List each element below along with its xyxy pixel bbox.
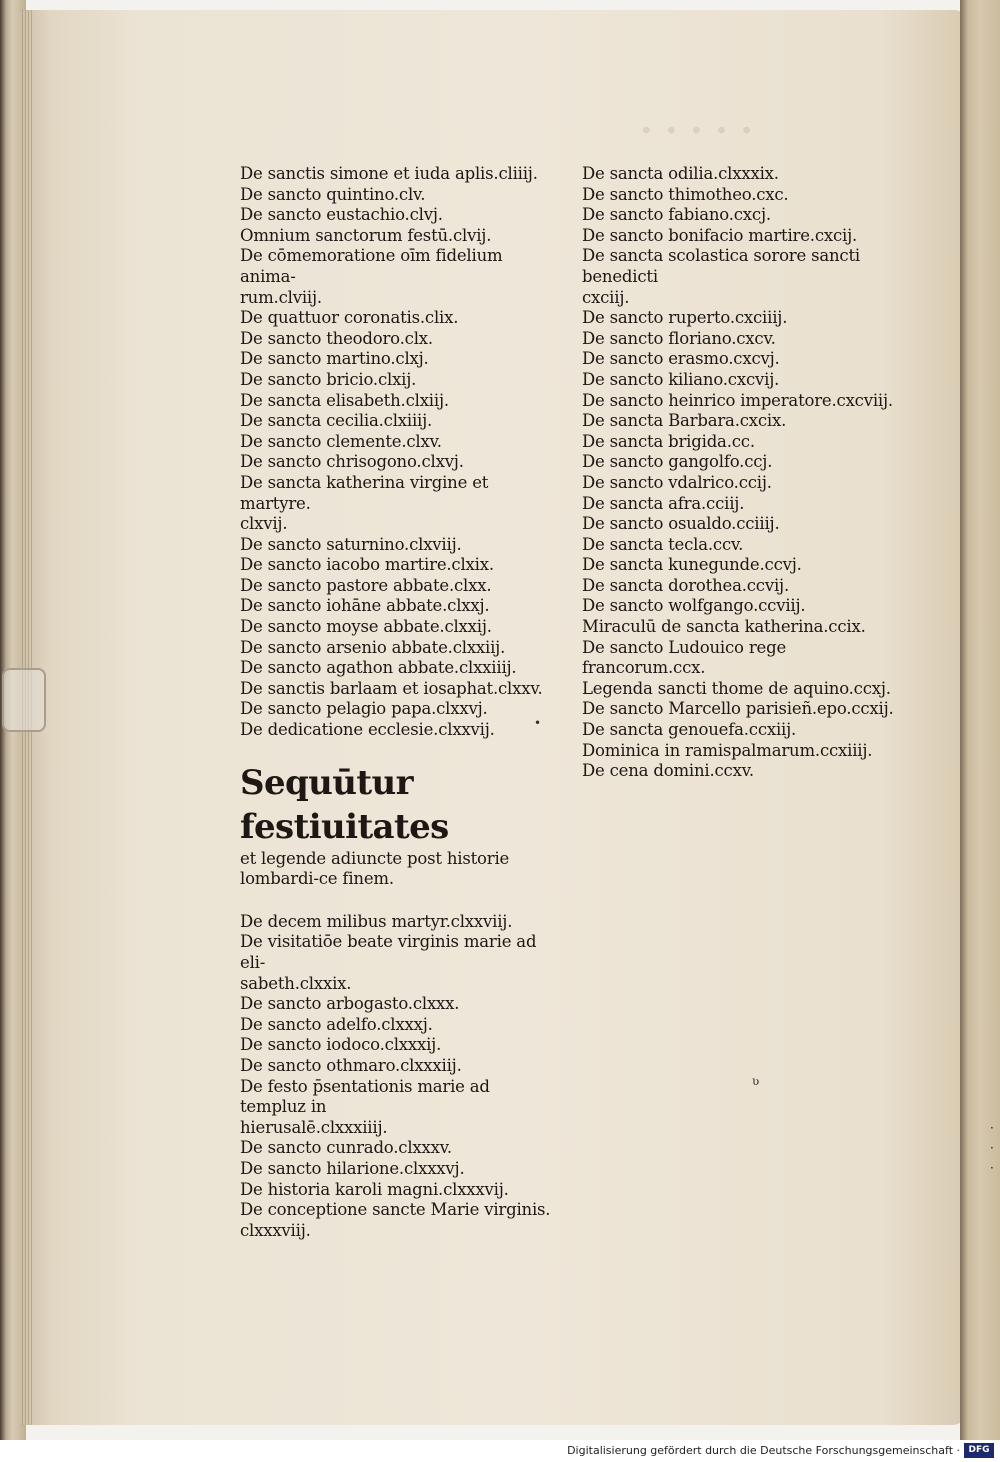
section-subheading: et legende adiuncte post historie lombardi-ce finem. — [240, 848, 510, 889]
toc-entry-text: De quattuor coronatis.clix. — [240, 308, 459, 328]
toc-entry — [240, 1138, 560, 1159]
page-clip — [2, 668, 46, 732]
toc-entry-text: De sancta katherina virgine et martyre. — [240, 472, 489, 513]
toc-entry-text: De sancto agathon abbate.clxxiiij. — [240, 658, 517, 678]
toc-entry-text: De sancto Ludouico rege francorum.ccx. — [582, 637, 787, 678]
toc-entry — [582, 329, 912, 350]
toc-entry-text: De sancto iodoco.clxxxij. — [240, 1035, 442, 1055]
toc-entry-text: De sancta dorothea.ccvij. — [582, 575, 789, 595]
toc-entry — [582, 185, 912, 206]
toc-entry — [582, 494, 912, 515]
toc-entry — [582, 679, 912, 700]
toc-entry-text: Miraculū de sancta katherina.ccix. — [582, 617, 866, 637]
toc-entry-text: De sancta cecilia.clxiiij. — [240, 411, 433, 431]
toc-entry-text: De sancta Barbara.cxcix. — [582, 411, 787, 431]
left-column — [240, 164, 560, 1241]
toc-entry-continuation: clxxxviij. — [240, 1220, 311, 1240]
toc-entry — [240, 576, 560, 597]
toc-entry-text: De sancto wolfgango.ccviij. — [582, 596, 806, 616]
left-entry-list-after — [240, 912, 560, 1242]
toc-entry — [582, 720, 912, 741]
toc-entry — [240, 1056, 560, 1077]
toc-entry — [240, 452, 560, 473]
toc-entry — [240, 349, 560, 370]
toc-entry — [240, 932, 560, 994]
toc-entry-text: De sancto clemente.clxv. — [240, 431, 442, 451]
toc-entry-text: De sancta kunegunde.ccvj. — [582, 555, 802, 575]
toc-entry — [582, 514, 912, 535]
toc-entry-text: De sancto iacobo martire.clxix. — [240, 555, 494, 575]
toc-entry — [582, 741, 912, 762]
toc-entry — [582, 164, 912, 185]
toc-entry — [240, 720, 560, 741]
toc-entry-text: De sancto theodoro.clx. — [240, 328, 433, 348]
toc-entry — [240, 535, 560, 556]
toc-entry — [582, 205, 912, 226]
toc-entry — [240, 1159, 560, 1180]
toc-entry-text: Omnium sanctorum festū.clvij. — [240, 225, 492, 245]
toc-entry-text: De sancto hilarione.clxxxvj. — [240, 1158, 465, 1178]
toc-entry — [240, 432, 560, 453]
toc-entry-text: De sancta elisabeth.clxiij. — [240, 390, 449, 410]
right-entry-list — [582, 164, 912, 782]
toc-entry — [240, 473, 560, 535]
toc-entry-text: De sancta genouefa.ccxiij. — [582, 720, 797, 740]
toc-entry — [240, 246, 560, 308]
toc-entry — [582, 226, 912, 247]
ink-mark: ʋ — [752, 1074, 760, 1088]
section-heading: Sequūtur festiuitates — [240, 762, 449, 847]
toc-entry — [240, 308, 560, 329]
toc-entry-text: De sancto othmaro.clxxxiij. — [240, 1055, 462, 1075]
toc-entry-text: De sancto arsenio abbate.clxxiij. — [240, 637, 506, 657]
toc-entry — [582, 391, 912, 412]
toc-entry — [582, 576, 912, 597]
toc-entry — [582, 411, 912, 432]
toc-entry-continuation: sabeth.clxxix. — [240, 973, 352, 993]
toc-entry — [582, 699, 912, 720]
dfg-logo: DFG — [964, 1443, 994, 1458]
toc-entry — [240, 1077, 560, 1139]
toc-entry-text: De sanctis barlaam et iosaphat.clxxv. — [240, 678, 543, 698]
toc-entry-continuation: cxciij. — [582, 287, 630, 307]
toc-entry — [240, 329, 560, 350]
toc-entry — [582, 617, 912, 638]
toc-entry-text: De sancto erasmo.cxcvj. — [582, 349, 780, 369]
toc-entry — [582, 761, 912, 782]
toc-entry-text: De sanctis simone et iuda aplis.cliiij. — [240, 164, 538, 183]
toc-entry-text: De sancto cunrado.clxxxv. — [240, 1138, 452, 1158]
toc-entry-text: De sancto pelagio papa.clxxvj. — [240, 699, 488, 719]
toc-entry-text: De sancto ruperto.cxciiij. — [582, 308, 788, 328]
toc-entry — [240, 638, 560, 659]
toc-entry — [582, 473, 912, 494]
toc-entry-text: De sancto quintino.clv. — [240, 184, 426, 204]
toc-entry-text: De sancto bonifacio martire.cxcij. — [582, 225, 858, 245]
toc-entry-text: Dominica in ramispalmarum.ccxiiij. — [582, 740, 873, 760]
next-page-edge-marks: · · · — [990, 1121, 994, 1175]
toc-entry-text: De sancto pastore abbate.clxx. — [240, 575, 492, 595]
toc-entry — [582, 555, 912, 576]
toc-entry-continuation: rum.clviij. — [240, 287, 322, 307]
toc-entry-continuation: clxvij. — [240, 514, 288, 534]
toc-entry-text: De sancto osualdo.cciiij. — [582, 514, 780, 534]
toc-entry-text: De sancto floriano.cxcv. — [582, 328, 776, 348]
toc-entry — [240, 391, 560, 412]
toc-entry-text: De sancto gangolfo.ccj. — [582, 452, 773, 472]
toc-entry-text: De sancta brigida.cc. — [582, 431, 755, 451]
toc-entry — [240, 370, 560, 391]
toc-entry-text: De decem milibus martyr.clxxviij. — [240, 911, 513, 931]
toc-entry-text: Legenda sancti thome de aquino.ccxj. — [582, 678, 891, 698]
toc-entry-text: De sancto heinrico imperatore.cxcviij. — [582, 390, 893, 410]
toc-entry-text: De sancta scolastica sorore sancti benedicti — [582, 246, 860, 286]
toc-entry — [240, 596, 560, 617]
ink-mark: • — [534, 716, 542, 730]
toc-entry — [582, 638, 912, 679]
left-entry-list — [240, 164, 560, 741]
toc-entry-text: De sancto fabiano.cxcj. — [582, 205, 771, 225]
toc-entry-text: De sancto adelfo.clxxxj. — [240, 1014, 433, 1034]
toc-entry-text: De sancto thimotheo.cxc. — [582, 184, 789, 204]
toc-entry-text: De sancto saturnino.clxviij. — [240, 534, 462, 554]
toc-entry-text: De sancta afra.cciij. — [582, 493, 745, 513]
toc-entry — [240, 1200, 560, 1241]
toc-entry — [582, 246, 912, 308]
toc-entry — [240, 912, 560, 933]
toc-entry-text: De sancta tecla.ccv. — [582, 534, 744, 554]
toc-entry-text: De historia karoli magni.clxxxvij. — [240, 1179, 509, 1199]
toc-entry-text: De sancto moyse abbate.clxxij. — [240, 617, 492, 637]
toc-entry-text: De visitatiōe beate virginis marie ad eli- — [240, 932, 537, 972]
toc-entry — [582, 432, 912, 453]
toc-entry — [240, 411, 560, 432]
toc-entry — [240, 994, 560, 1015]
toc-entry — [240, 555, 560, 576]
footer-bar — [0, 1440, 1000, 1462]
toc-entry — [582, 349, 912, 370]
toc-entry-text: De festo p̄sentationis marie ad templuz in — [240, 1076, 490, 1117]
toc-entry-text: De sancta odilia.clxxxix. — [582, 164, 779, 183]
toc-entry — [240, 699, 560, 720]
toc-entry — [240, 658, 560, 679]
toc-entry-text: De conceptione sancte Marie virginis. — [240, 1200, 551, 1220]
toc-entry — [582, 596, 912, 617]
toc-entry — [582, 308, 912, 329]
toc-entry-text: De dedicatione ecclesie.clxxvij. — [240, 720, 495, 740]
right-column — [582, 164, 912, 782]
toc-entry — [240, 226, 560, 247]
toc-entry-text: De sancto vdalrico.ccij. — [582, 472, 772, 492]
toc-entry — [240, 185, 560, 206]
toc-entry-text: De sancto chrisogono.clxvj. — [240, 452, 464, 472]
toc-entry — [582, 370, 912, 391]
toc-entry-text: De sancto kiliano.cxcvij. — [582, 369, 780, 389]
next-page-edge — [960, 0, 1000, 1440]
toc-entry-text: De sancto arbogasto.clxxx. — [240, 994, 460, 1014]
toc-entry-text: De cena domini.ccxv. — [582, 761, 754, 781]
spacer — [240, 890, 560, 912]
toc-entry-continuation: hierusalē.clxxxiiij. — [240, 1117, 388, 1137]
footer-credit: Digitalisierung gefördert durch die Deutsche Forschungsgemeinschaft · — [567, 1444, 960, 1457]
toc-entry — [240, 1035, 560, 1056]
toc-entry — [240, 1015, 560, 1036]
toc-entry-text: De sancto eustachio.clvj. — [240, 205, 443, 225]
show-through-text: · · · · · — [640, 110, 753, 152]
toc-entry-text: De sancto bricio.clxij. — [240, 369, 417, 389]
toc-entry — [240, 164, 560, 185]
toc-entry — [240, 205, 560, 226]
toc-entry — [582, 535, 912, 556]
toc-entry — [240, 1180, 560, 1201]
toc-entry — [240, 679, 560, 700]
toc-entry — [582, 452, 912, 473]
toc-entry-text: De sancto iohāne abbate.clxxj. — [240, 596, 490, 616]
toc-entry-text: De sancto martino.clxj. — [240, 349, 429, 369]
toc-entry-text: De cōmemoratione oīm fidelium anima- — [240, 246, 503, 286]
toc-entry — [240, 617, 560, 638]
toc-entry-text: De sancto Marcello parisieñ.epo.ccxij. — [582, 699, 894, 719]
